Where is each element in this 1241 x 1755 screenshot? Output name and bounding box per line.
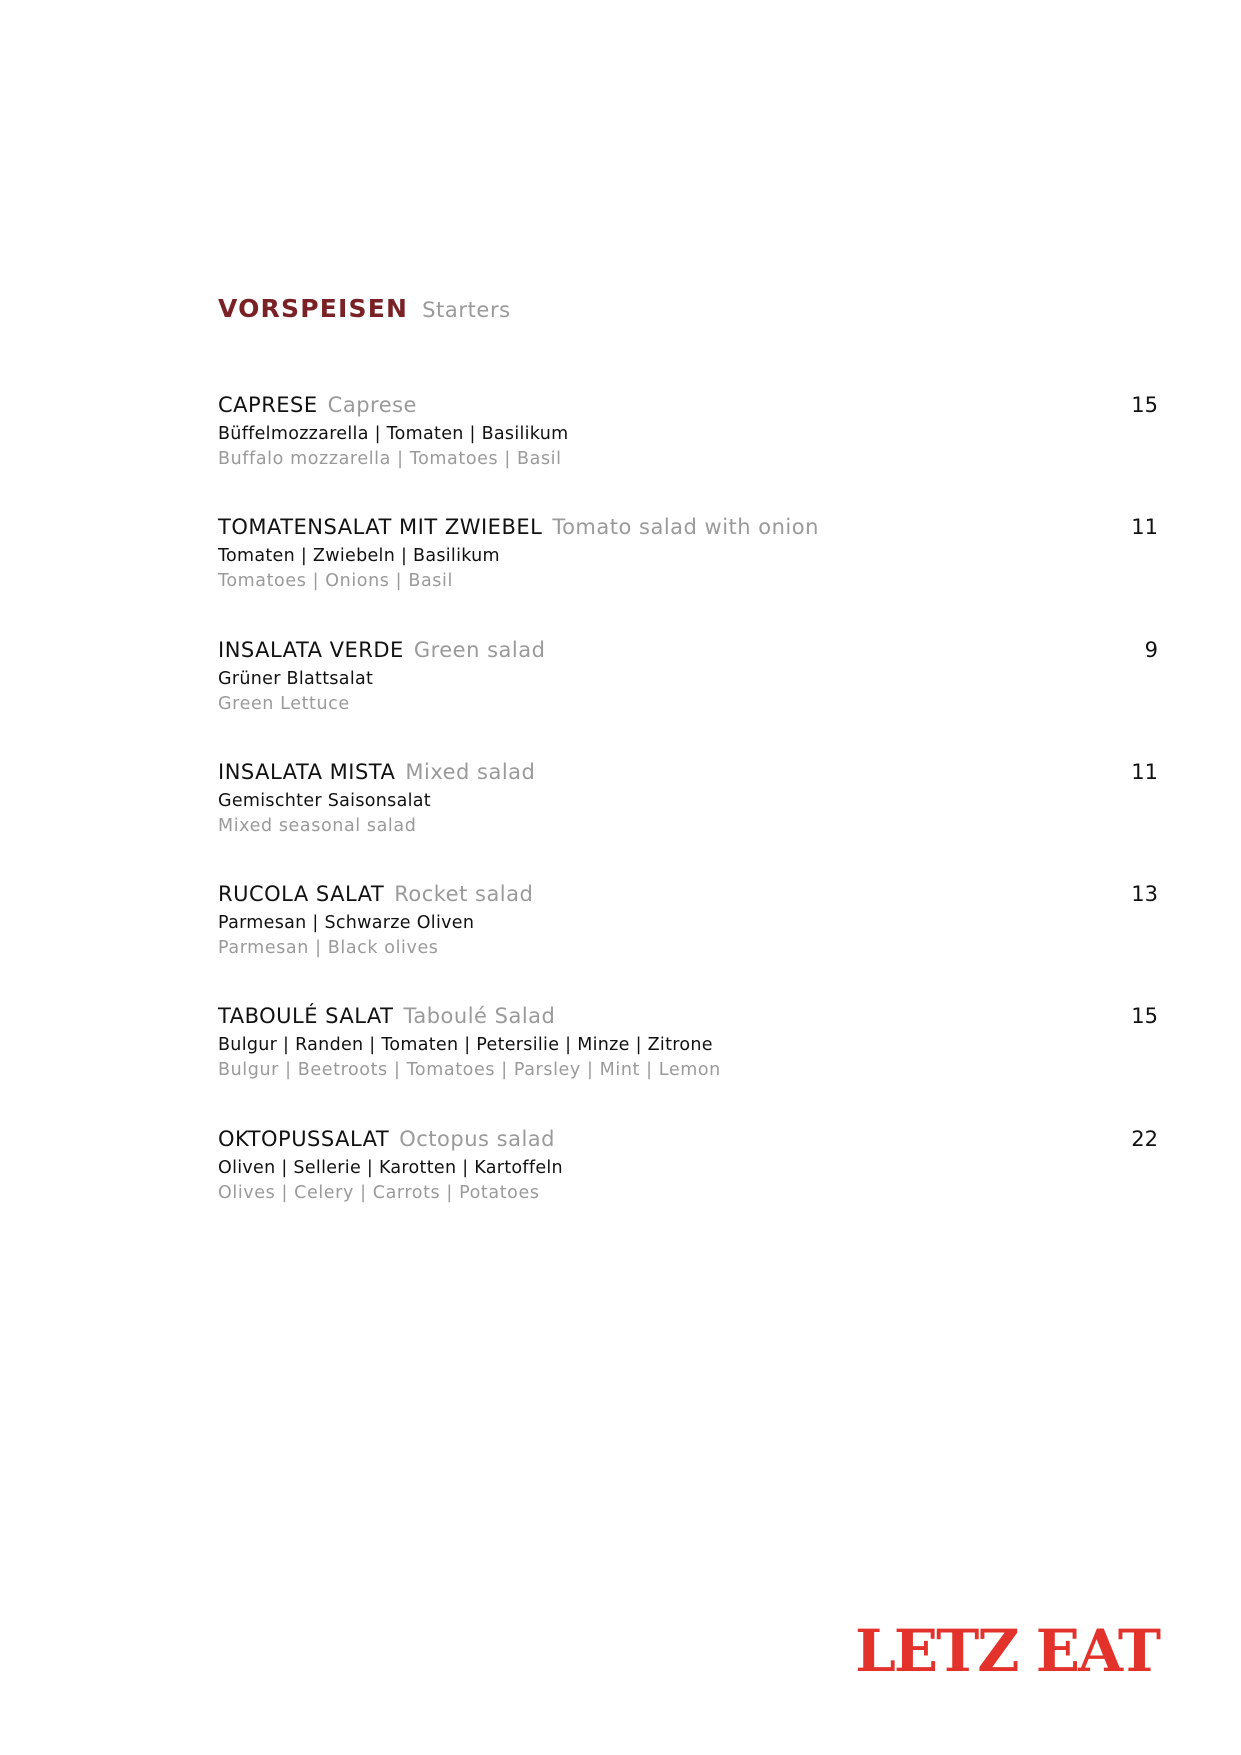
item-name: INSALATA VERDE	[218, 637, 404, 662]
item-description-en: Mixed seasonal salad	[218, 815, 417, 836]
item-description-en: Tomatoes | Onions | Basil	[218, 571, 453, 592]
menu-list	[218, 390, 1158, 1246]
section-subtitle: Starters	[422, 298, 511, 322]
item-description-de: Parmesan | Schwarze Oliven	[218, 913, 475, 934]
item-description-de: Bulgur | Randen | Tomaten | Petersilie | Minze | Zitrone	[218, 1035, 713, 1056]
item-description-en: Green Lettuce	[218, 693, 350, 714]
item-price: 22	[1131, 1126, 1158, 1151]
menu-item-tomatensalat	[218, 512, 1158, 634]
item-description-de: Oliven | Sellerie | Karotten | Kartoffeln	[218, 1157, 563, 1178]
item-price: 11	[1131, 515, 1158, 540]
menu-item-insalata-mista	[218, 757, 1158, 879]
menu-item-caprese	[218, 390, 1158, 512]
item-price: 11	[1131, 759, 1158, 784]
item-header	[218, 879, 1158, 909]
item-header	[218, 1124, 1158, 1154]
item-header	[218, 390, 1158, 420]
menu-item-oktopussalat	[218, 1124, 1158, 1246]
item-translation: Octopus salad	[399, 1126, 555, 1151]
item-price: 9	[1144, 637, 1158, 662]
item-header	[218, 757, 1158, 787]
item-header	[218, 512, 1158, 542]
section-title: VORSPEISEN	[218, 294, 409, 323]
item-name: OKTOPUSSALAT	[218, 1126, 390, 1151]
item-translation: Green salad	[413, 637, 546, 662]
item-name: CAPRESE	[218, 393, 318, 417]
item-name: INSALATA MISTA	[218, 759, 396, 784]
item-name: TOMATENSALAT MIT ZWIEBEL	[218, 515, 543, 540]
item-description-de: Büffelmozzarella | Tomaten | Basilikum	[218, 424, 569, 444]
item-price: 13	[1131, 882, 1158, 907]
item-description-en: Parmesan | Black olives	[218, 938, 439, 959]
item-name: RUCOLA SALAT	[218, 882, 385, 907]
item-description-de: Gemischter Saisonsalat	[218, 790, 431, 811]
item-translation: Taboulé Salad	[403, 1004, 556, 1029]
brand-logo: LETZ EAT	[855, 1617, 1159, 1685]
item-price: 15	[1131, 1004, 1158, 1029]
item-description-en: Buffalo mozzarella | Tomatoes | Basil	[218, 449, 562, 469]
section-header	[218, 294, 511, 323]
item-header	[218, 1001, 1158, 1031]
item-header	[218, 635, 1158, 665]
menu-item-rucola-salat	[218, 879, 1158, 1001]
item-translation: Caprese	[327, 393, 417, 417]
item-translation: Rocket salad	[394, 882, 534, 907]
item-description-en: Olives | Celery | Carrots | Potatoes	[218, 1182, 540, 1203]
menu-item-insalata-verde	[218, 635, 1158, 757]
item-name: TABOULÉ SALAT	[218, 1004, 394, 1029]
item-description-de: Grüner Blattsalat	[218, 668, 374, 689]
item-description-en: Bulgur | Beetroots | Tomatoes | Parsley | Mint | Lemon	[218, 1060, 721, 1081]
menu-item-taboule-salat	[218, 1001, 1158, 1123]
item-translation: Mixed salad	[405, 759, 536, 784]
item-translation: Tomato salad with onion	[552, 515, 819, 540]
item-price: 15	[1131, 393, 1158, 417]
item-description-de: Tomaten | Zwiebeln | Basilikum	[218, 546, 500, 567]
